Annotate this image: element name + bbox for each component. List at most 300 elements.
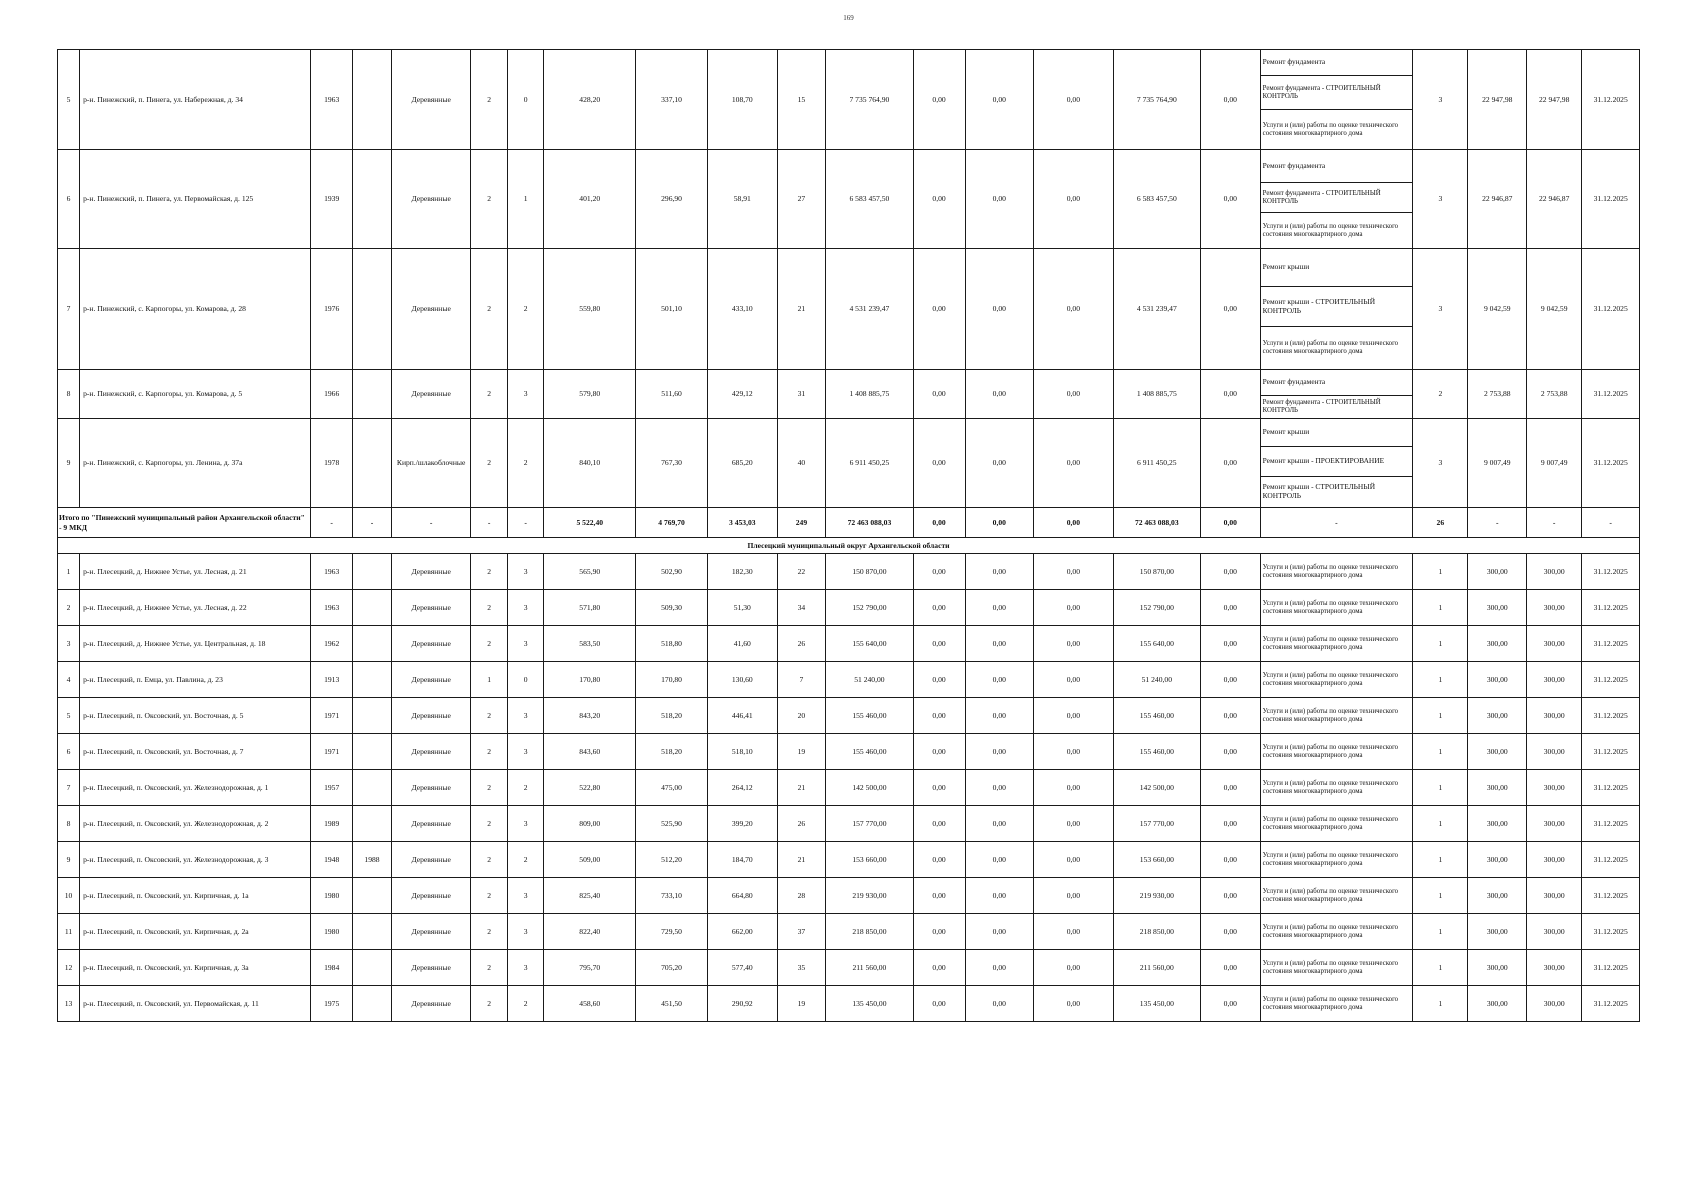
table-row bbox=[58, 986, 1640, 1022]
cell-max-cost: 300,00 bbox=[1527, 950, 1582, 986]
cell-regional: 0,00 bbox=[965, 950, 1034, 986]
cell-max-cost: 300,00 bbox=[1527, 806, 1582, 842]
cell-material: Деревянные bbox=[391, 734, 471, 770]
cell-works bbox=[1260, 698, 1413, 734]
cell-work-count: 1 bbox=[1413, 554, 1468, 590]
cell-entrances: 2 bbox=[507, 770, 543, 806]
work-item: Ремонт фундамента - СТРОИТЕЛЬНЫЙ КОНТРОЛЬ bbox=[1261, 183, 1413, 213]
cell-living-area: 518,20 bbox=[636, 698, 708, 734]
cell-fund: 0,00 bbox=[913, 698, 965, 734]
cell-n: 4 bbox=[58, 662, 80, 698]
page-number: 169 bbox=[843, 14, 854, 22]
cell-floors: 2 bbox=[471, 770, 507, 806]
cell-year-built: 1976 bbox=[311, 249, 353, 370]
cell-unit-cost: 300,00 bbox=[1468, 806, 1527, 842]
section-title: Плесецкий муниципальный округ Архангельской области bbox=[58, 538, 1640, 554]
cell-unit-cost: 300,00 bbox=[1468, 662, 1527, 698]
cell-entrances: 3 bbox=[507, 590, 543, 626]
cell-residents: 40 bbox=[777, 419, 826, 508]
cell-max-cost: 300,00 bbox=[1527, 554, 1582, 590]
cell-material: Деревянные bbox=[391, 770, 471, 806]
cell-works bbox=[1260, 734, 1413, 770]
work-item: Услуги и (или) работы по оценке технического состояния многоквартирного дома bbox=[1262, 707, 1399, 723]
cell-max-cost: 300,00 bbox=[1527, 842, 1582, 878]
cell-other: 0,00 bbox=[1200, 554, 1260, 590]
cell-local: 0,00 bbox=[1034, 370, 1114, 419]
work-item: Услуги и (или) работы по оценке технического состояния многоквартирного дома bbox=[1262, 222, 1399, 238]
cell-residents: 19 bbox=[777, 986, 826, 1022]
work-item: Ремонт крыши bbox=[1261, 249, 1413, 287]
cell-owners: 157 770,00 bbox=[1113, 806, 1200, 842]
cell-owned-area: 429,12 bbox=[707, 370, 777, 419]
cell-owners: 219 930,00 bbox=[1113, 878, 1200, 914]
cell-cost-total: 155 460,00 bbox=[826, 698, 913, 734]
work-item: Услуги и (или) работы по оценке технического состояния многоквартирного дома bbox=[1262, 887, 1399, 903]
cell-work-count: 3 bbox=[1413, 150, 1468, 249]
table-row bbox=[58, 150, 1640, 249]
cell-total-area: 579,80 bbox=[544, 370, 636, 419]
cell-floors: 2 bbox=[471, 878, 507, 914]
cell-address: р-н. Плесецкий, д. Нижнее Устье, ул. Центральная, д. 18 bbox=[80, 626, 311, 662]
cell-owners: 51 240,00 bbox=[1113, 662, 1200, 698]
cell-living-area: 733,10 bbox=[636, 878, 708, 914]
cell-year-rec bbox=[353, 590, 392, 626]
cell-year-built: 1975 bbox=[311, 986, 353, 1022]
cell-regional: 0,00 bbox=[965, 150, 1034, 249]
cell-max-cost: 22 946,87 bbox=[1527, 150, 1582, 249]
total-works: - bbox=[1260, 508, 1413, 538]
table-row bbox=[58, 878, 1640, 914]
cell-owned-area: 664,80 bbox=[707, 878, 777, 914]
cell-work-count: 1 bbox=[1413, 590, 1468, 626]
cell-total-area: 565,90 bbox=[544, 554, 636, 590]
cell-owners: 142 500,00 bbox=[1113, 770, 1200, 806]
cell-residents: 21 bbox=[777, 770, 826, 806]
table-row bbox=[58, 590, 1640, 626]
work-item: Услуги и (или) работы по оценке технического состояния многоквартирного дома bbox=[1262, 851, 1399, 867]
cell-entrances: 3 bbox=[507, 554, 543, 590]
cell-year-rec bbox=[353, 806, 392, 842]
cell-deadline: 31.12.2025 bbox=[1582, 626, 1640, 662]
cell-material: Деревянные bbox=[391, 590, 471, 626]
cell-local: 0,00 bbox=[1034, 734, 1114, 770]
cell-n: 8 bbox=[58, 806, 80, 842]
cell-n: 2 bbox=[58, 590, 80, 626]
cell-local: 0,00 bbox=[1034, 914, 1114, 950]
cell-owned-area: 685,20 bbox=[707, 419, 777, 508]
cell-work-count: 1 bbox=[1413, 986, 1468, 1022]
table-row bbox=[58, 842, 1640, 878]
cell-fund: 0,00 bbox=[913, 590, 965, 626]
cell-address: р-н. Пинежский, с. Карпогоры, ул. Комарова, д. 28 bbox=[80, 249, 311, 370]
cell-deadline: 31.12.2025 bbox=[1582, 662, 1640, 698]
cell-other: 0,00 bbox=[1200, 50, 1260, 150]
cell-total-area: 571,80 bbox=[544, 590, 636, 626]
total-work-count: 26 bbox=[1413, 508, 1468, 538]
cell-year-built: 1962 bbox=[311, 626, 353, 662]
cell-works bbox=[1260, 419, 1413, 508]
cell-cost-total: 4 531 239,47 bbox=[826, 249, 913, 370]
cell-residents: 21 bbox=[777, 842, 826, 878]
cell-regional: 0,00 bbox=[965, 842, 1034, 878]
cell-residents: 20 bbox=[777, 698, 826, 734]
cell-unit-cost: 300,00 bbox=[1468, 878, 1527, 914]
cell-unit-cost: 300,00 bbox=[1468, 770, 1527, 806]
cell-unit-cost: 300,00 bbox=[1468, 626, 1527, 662]
cell-n: 6 bbox=[58, 150, 80, 249]
cell-max-cost: 300,00 bbox=[1527, 662, 1582, 698]
cell-local: 0,00 bbox=[1034, 249, 1114, 370]
cell-material: Деревянные bbox=[391, 50, 471, 150]
cell-regional: 0,00 bbox=[965, 554, 1034, 590]
cell-cost-total: 152 790,00 bbox=[826, 590, 913, 626]
cell-n: 3 bbox=[58, 626, 80, 662]
cell-year-built: 1978 bbox=[311, 419, 353, 508]
cell-max-cost: 2 753,88 bbox=[1527, 370, 1582, 419]
cell-work-count: 1 bbox=[1413, 878, 1468, 914]
cell-works bbox=[1260, 878, 1413, 914]
cell-regional: 0,00 bbox=[965, 419, 1034, 508]
cell-floors: 2 bbox=[471, 554, 507, 590]
cell-owners: 218 850,00 bbox=[1113, 914, 1200, 950]
cell-work-count: 1 bbox=[1413, 734, 1468, 770]
cell-n: 10 bbox=[58, 878, 80, 914]
cell-owned-area: 182,30 bbox=[707, 554, 777, 590]
cell-material: Деревянные bbox=[391, 626, 471, 662]
cell-total-area: 428,20 bbox=[544, 50, 636, 150]
total-total-area: 5 522,40 bbox=[544, 508, 636, 538]
cell-n: 12 bbox=[58, 950, 80, 986]
cell-fund: 0,00 bbox=[913, 734, 965, 770]
table-row bbox=[58, 626, 1640, 662]
cell-deadline: 31.12.2025 bbox=[1582, 734, 1640, 770]
cell-local: 0,00 bbox=[1034, 698, 1114, 734]
cell-total-area: 795,70 bbox=[544, 950, 636, 986]
cell-regional: 0,00 bbox=[965, 626, 1034, 662]
cell-year-built: 1984 bbox=[311, 950, 353, 986]
cell-works bbox=[1260, 249, 1413, 370]
work-item: Ремонт крыши - СТРОИТЕЛЬНЫЙ КОНТРОЛЬ bbox=[1261, 287, 1413, 327]
cell-deadline: 31.12.2025 bbox=[1582, 590, 1640, 626]
cell-fund: 0,00 bbox=[913, 806, 965, 842]
cell-entrances: 3 bbox=[507, 734, 543, 770]
cell-deadline: 31.12.2025 bbox=[1582, 150, 1640, 249]
cell-max-cost: 300,00 bbox=[1527, 590, 1582, 626]
cell-regional: 0,00 bbox=[965, 770, 1034, 806]
cell-works bbox=[1260, 914, 1413, 950]
work-item: Услуги и (или) работы по оценке технического состояния многоквартирного дома bbox=[1262, 563, 1399, 579]
cell-regional: 0,00 bbox=[965, 698, 1034, 734]
cell-material: Деревянные bbox=[391, 662, 471, 698]
cell-deadline: 31.12.2025 bbox=[1582, 370, 1640, 419]
cell-residents: 19 bbox=[777, 734, 826, 770]
table-row bbox=[58, 770, 1640, 806]
cell-floors: 2 bbox=[471, 806, 507, 842]
total-entrances: - bbox=[507, 508, 543, 538]
cell-fund: 0,00 bbox=[913, 419, 965, 508]
cell-regional: 0,00 bbox=[965, 806, 1034, 842]
total-owned-area: 3 453,03 bbox=[707, 508, 777, 538]
work-item: Ремонт крыши - ПРОЕКТИРОВАНИЕ bbox=[1261, 447, 1413, 477]
cell-work-count: 1 bbox=[1413, 698, 1468, 734]
cell-material: Деревянные bbox=[391, 554, 471, 590]
cell-entrances: 2 bbox=[507, 419, 543, 508]
cell-total-area: 522,80 bbox=[544, 770, 636, 806]
cell-local: 0,00 bbox=[1034, 950, 1114, 986]
cell-owned-area: 130,60 bbox=[707, 662, 777, 698]
cell-deadline: 31.12.2025 bbox=[1582, 419, 1640, 508]
cell-local: 0,00 bbox=[1034, 626, 1114, 662]
cell-material: Деревянные bbox=[391, 842, 471, 878]
cell-living-area: 501,10 bbox=[636, 249, 708, 370]
cell-year-rec bbox=[353, 914, 392, 950]
table-row bbox=[58, 950, 1640, 986]
work-item: Услуги и (или) работы по оценке технического состояния многоквартирного дома bbox=[1262, 959, 1399, 975]
work-item: Ремонт крыши - СТРОИТЕЛЬНЫЙ КОНТРОЛЬ bbox=[1262, 482, 1376, 500]
cell-n: 9 bbox=[58, 419, 80, 508]
cell-work-count: 1 bbox=[1413, 842, 1468, 878]
cell-owned-area: 184,70 bbox=[707, 842, 777, 878]
cell-entrances: 1 bbox=[507, 150, 543, 249]
cell-n: 7 bbox=[58, 770, 80, 806]
cell-living-area: 518,20 bbox=[636, 734, 708, 770]
cell-fund: 0,00 bbox=[913, 249, 965, 370]
cell-unit-cost: 300,00 bbox=[1468, 986, 1527, 1022]
cell-owners: 153 660,00 bbox=[1113, 842, 1200, 878]
cell-floors: 2 bbox=[471, 419, 507, 508]
cell-owners: 6 583 457,50 bbox=[1113, 150, 1200, 249]
cell-work-count: 1 bbox=[1413, 806, 1468, 842]
cell-owners: 211 560,00 bbox=[1113, 950, 1200, 986]
work-item: Услуги и (или) работы по оценке технического состояния многоквартирного дома bbox=[1262, 743, 1399, 759]
cell-cost-total: 153 660,00 bbox=[826, 842, 913, 878]
cell-other: 0,00 bbox=[1200, 734, 1260, 770]
cell-cost-total: 150 870,00 bbox=[826, 554, 913, 590]
cell-residents: 26 bbox=[777, 806, 826, 842]
cell-unit-cost: 22 947,98 bbox=[1468, 50, 1527, 150]
cell-floors: 2 bbox=[471, 50, 507, 150]
cell-works bbox=[1260, 370, 1413, 419]
cell-fund: 0,00 bbox=[913, 878, 965, 914]
cell-cost-total: 155 460,00 bbox=[826, 734, 913, 770]
cell-deadline: 31.12.2025 bbox=[1582, 842, 1640, 878]
cell-residents: 28 bbox=[777, 878, 826, 914]
cell-other: 0,00 bbox=[1200, 662, 1260, 698]
work-item: Услуги и (или) работы по оценке технического состояния многоквартирного дома bbox=[1262, 995, 1399, 1011]
cell-residents: 31 bbox=[777, 370, 826, 419]
cell-local: 0,00 bbox=[1034, 842, 1114, 878]
cell-owned-area: 446,41 bbox=[707, 698, 777, 734]
cell-entrances: 2 bbox=[507, 842, 543, 878]
cell-residents: 35 bbox=[777, 950, 826, 986]
cell-living-area: 511,60 bbox=[636, 370, 708, 419]
cell-other: 0,00 bbox=[1200, 370, 1260, 419]
cell-entrances: 3 bbox=[507, 914, 543, 950]
cell-material: Деревянные bbox=[391, 986, 471, 1022]
cell-entrances: 3 bbox=[507, 806, 543, 842]
cell-fund: 0,00 bbox=[913, 662, 965, 698]
cell-regional: 0,00 bbox=[965, 590, 1034, 626]
cell-address: р-н. Плесецкий, п. Оксовский, ул. Восточная, д. 5 bbox=[80, 698, 311, 734]
cell-living-area: 518,80 bbox=[636, 626, 708, 662]
total-unit-cost: - bbox=[1468, 508, 1527, 538]
cell-floors: 2 bbox=[471, 950, 507, 986]
cell-floors: 2 bbox=[471, 150, 507, 249]
cell-living-area: 729,50 bbox=[636, 914, 708, 950]
cell-max-cost: 300,00 bbox=[1527, 986, 1582, 1022]
cell-floors: 2 bbox=[471, 249, 507, 370]
cell-n: 5 bbox=[58, 698, 80, 734]
cell-other: 0,00 bbox=[1200, 950, 1260, 986]
cell-owners: 135 450,00 bbox=[1113, 986, 1200, 1022]
cell-total-area: 583,50 bbox=[544, 626, 636, 662]
total-year-rec: - bbox=[353, 508, 392, 538]
cell-owned-area: 433,10 bbox=[707, 249, 777, 370]
cell-unit-cost: 300,00 bbox=[1468, 590, 1527, 626]
cell-year-rec bbox=[353, 878, 392, 914]
cell-cost-total: 6 911 450,25 bbox=[826, 419, 913, 508]
cell-deadline: 31.12.2025 bbox=[1582, 50, 1640, 150]
cell-works bbox=[1260, 626, 1413, 662]
cell-total-area: 170,80 bbox=[544, 662, 636, 698]
cell-deadline: 31.12.2025 bbox=[1582, 806, 1640, 842]
cell-other: 0,00 bbox=[1200, 770, 1260, 806]
total-fund: 0,00 bbox=[913, 508, 965, 538]
work-item: Услуги и (или) работы по оценке технического состояния многоквартирного дома bbox=[1262, 779, 1399, 795]
cell-max-cost: 300,00 bbox=[1527, 734, 1582, 770]
cell-entrances: 3 bbox=[507, 878, 543, 914]
cell-work-count: 1 bbox=[1413, 626, 1468, 662]
cell-work-count: 1 bbox=[1413, 662, 1468, 698]
table-row bbox=[58, 419, 1640, 508]
cell-other: 0,00 bbox=[1200, 842, 1260, 878]
cell-year-rec bbox=[353, 150, 392, 249]
work-item: Услуги и (или) работы по оценке технического состояния многоквартирного дома bbox=[1262, 599, 1399, 615]
cell-fund: 0,00 bbox=[913, 370, 965, 419]
cell-address: р-н. Плесецкий, д. Нижнее Устье, ул. Лесная, д. 21 bbox=[80, 554, 311, 590]
cell-year-rec bbox=[353, 626, 392, 662]
capital-repair-table bbox=[57, 49, 1640, 1022]
cell-owners: 152 790,00 bbox=[1113, 590, 1200, 626]
cell-address: р-н. Плесецкий, п. Оксовский, ул. Кирпичная, д. 1а bbox=[80, 878, 311, 914]
cell-works bbox=[1260, 842, 1413, 878]
work-item: Ремонт крыши bbox=[1261, 419, 1413, 447]
cell-other: 0,00 bbox=[1200, 590, 1260, 626]
cell-total-area: 840,10 bbox=[544, 419, 636, 508]
cell-address: р-н. Пинежский, п. Пинега, ул. Набережная, д. 34 bbox=[80, 50, 311, 150]
cell-local: 0,00 bbox=[1034, 419, 1114, 508]
cell-year-rec bbox=[353, 662, 392, 698]
cell-year-built: 1913 bbox=[311, 662, 353, 698]
cell-year-rec: 1988 bbox=[353, 842, 392, 878]
cell-residents: 7 bbox=[777, 662, 826, 698]
cell-living-area: 296,90 bbox=[636, 150, 708, 249]
cell-year-rec bbox=[353, 698, 392, 734]
cell-regional: 0,00 bbox=[965, 50, 1034, 150]
cell-year-built: 1971 bbox=[311, 698, 353, 734]
cell-deadline: 31.12.2025 bbox=[1582, 554, 1640, 590]
table-row bbox=[58, 249, 1640, 370]
cell-works bbox=[1260, 50, 1413, 150]
table-row bbox=[58, 50, 1640, 150]
cell-local: 0,00 bbox=[1034, 986, 1114, 1022]
cell-fund: 0,00 bbox=[913, 770, 965, 806]
cell-living-area: 475,00 bbox=[636, 770, 708, 806]
cell-year-built: 1989 bbox=[311, 806, 353, 842]
cell-unit-cost: 9 007,49 bbox=[1468, 419, 1527, 508]
total-owners: 72 463 088,03 bbox=[1113, 508, 1200, 538]
cell-works bbox=[1260, 806, 1413, 842]
cell-owners: 155 460,00 bbox=[1113, 698, 1200, 734]
cell-material: Деревянные bbox=[391, 150, 471, 249]
work-item: Ремонт фундамента bbox=[1261, 150, 1413, 183]
cell-local: 0,00 bbox=[1034, 590, 1114, 626]
total-local: 0,00 bbox=[1034, 508, 1114, 538]
cell-cost-total: 219 930,00 bbox=[826, 878, 913, 914]
cell-owned-area: 264,12 bbox=[707, 770, 777, 806]
cell-living-area: 525,90 bbox=[636, 806, 708, 842]
cell-local: 0,00 bbox=[1034, 554, 1114, 590]
work-item: Услуги и (или) работы по оценке технического состояния многоквартирного дома bbox=[1262, 340, 1399, 355]
cell-local: 0,00 bbox=[1034, 878, 1114, 914]
cell-address: р-н. Пинежский, п. Пинега, ул. Первомайская, д. 125 bbox=[80, 150, 311, 249]
cell-year-rec bbox=[353, 50, 392, 150]
cell-cost-total: 6 583 457,50 bbox=[826, 150, 913, 249]
total-other: 0,00 bbox=[1200, 508, 1260, 538]
cell-owners: 6 911 450,25 bbox=[1113, 419, 1200, 508]
cell-n: 13 bbox=[58, 986, 80, 1022]
cell-owners: 4 531 239,47 bbox=[1113, 249, 1200, 370]
cell-n: 1 bbox=[58, 554, 80, 590]
cell-other: 0,00 bbox=[1200, 626, 1260, 662]
cell-regional: 0,00 bbox=[965, 878, 1034, 914]
cell-regional: 0,00 bbox=[965, 249, 1034, 370]
cell-other: 0,00 bbox=[1200, 249, 1260, 370]
cell-owners: 150 870,00 bbox=[1113, 554, 1200, 590]
cell-other: 0,00 bbox=[1200, 806, 1260, 842]
cell-deadline: 31.12.2025 bbox=[1582, 986, 1640, 1022]
cell-residents: 27 bbox=[777, 150, 826, 249]
cell-entrances: 0 bbox=[507, 662, 543, 698]
total-residents: 249 bbox=[777, 508, 826, 538]
work-item: Ремонт фундамента bbox=[1261, 370, 1413, 396]
work-item: Услуги и (или) работы по оценке технического состояния многоквартирного дома bbox=[1262, 671, 1399, 687]
cell-year-built: 1963 bbox=[311, 590, 353, 626]
cell-other: 0,00 bbox=[1200, 986, 1260, 1022]
cell-year-built: 1980 bbox=[311, 914, 353, 950]
cell-total-area: 509,00 bbox=[544, 842, 636, 878]
cell-max-cost: 9 042,59 bbox=[1527, 249, 1582, 370]
total-deadline: - bbox=[1582, 508, 1640, 538]
cell-fund: 0,00 bbox=[913, 986, 965, 1022]
cell-living-area: 502,90 bbox=[636, 554, 708, 590]
cell-fund: 0,00 bbox=[913, 554, 965, 590]
cell-total-area: 843,20 bbox=[544, 698, 636, 734]
cell-local: 0,00 bbox=[1034, 662, 1114, 698]
cell-regional: 0,00 bbox=[965, 914, 1034, 950]
cell-total-area: 822,40 bbox=[544, 914, 636, 950]
cell-owned-area: 51,30 bbox=[707, 590, 777, 626]
cell-entrances: 3 bbox=[507, 950, 543, 986]
cell-living-area: 512,20 bbox=[636, 842, 708, 878]
cell-work-count: 3 bbox=[1413, 249, 1468, 370]
cell-floors: 2 bbox=[471, 986, 507, 1022]
table-row bbox=[58, 662, 1640, 698]
cell-regional: 0,00 bbox=[965, 986, 1034, 1022]
cell-owned-area: 662,00 bbox=[707, 914, 777, 950]
cell-residents: 21 bbox=[777, 249, 826, 370]
total-material: - bbox=[391, 508, 471, 538]
